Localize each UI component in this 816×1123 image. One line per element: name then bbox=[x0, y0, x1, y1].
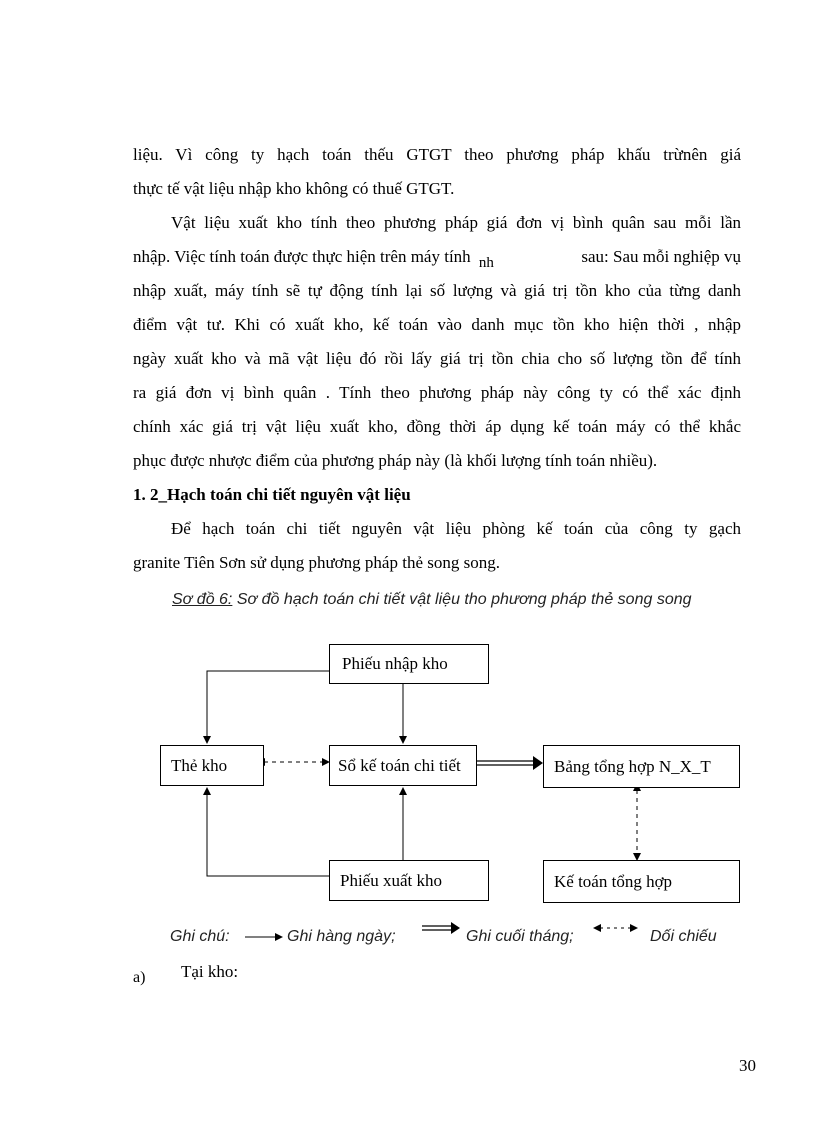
legend-double-head bbox=[451, 922, 460, 934]
paragraph-2-line-1: Vật liệu xuất kho tính theo phương pháp giá đơn vị bình quân sau mỗi lần bbox=[171, 213, 741, 232]
legend-reconcile: Dối chiếu bbox=[650, 928, 717, 945]
paragraph-1-line-2: thực tế vật liệu nhập kho không có thuế GTGT. bbox=[133, 179, 455, 198]
page-number: 30 bbox=[739, 1056, 756, 1075]
paragraph-2-subscript: nh bbox=[478, 255, 494, 271]
box-phieu-xuat-kho bbox=[329, 860, 489, 901]
box-bang-tong-hop bbox=[543, 745, 740, 788]
arrow-nhap-to-the-kho bbox=[207, 671, 329, 743]
box-bang-tong-hop-label: Bảng tổng hợp N_X_T bbox=[554, 756, 711, 776]
paragraph-2-line-3: nhập xuất, máy tính sẽ tự động tính lại số lượng và giá trị tồn kho của từng danh bbox=[133, 281, 741, 300]
paragraph-2-line-6: ra giá đơn vị bình quân . Tính theo phương pháp này công ty có thể xác định bbox=[133, 383, 741, 402]
box-the-kho bbox=[160, 745, 264, 786]
paragraph-2-line-8: phục được nhược điểm của phương pháp này (là khối lượng tính toán nhiều). bbox=[133, 451, 658, 470]
subsection-title: Tại kho: bbox=[181, 962, 239, 981]
diagram-caption-text: Sơ đồ hạch toán chi tiết vật liệu tho phương pháp thẻ song song bbox=[232, 591, 692, 608]
box-phieu-nhap-kho bbox=[329, 644, 489, 684]
paragraph-2-line-5: ngày xuất kho và mã vật liệu đó rồi lấy giá trị tồn chia cho số lượng tồn để tính bbox=[133, 349, 741, 368]
double-arrow-head bbox=[533, 756, 543, 770]
paragraph-1-line-1: liệu. Vì công ty hạch toán thếu GTGT theo phương pháp khấu trừnên giá bbox=[133, 145, 741, 164]
diagram-caption-label: Sơ đồ 6: bbox=[172, 591, 233, 608]
legend-month-end: Ghi cuối tháng; bbox=[466, 928, 574, 945]
legend-daily: Ghi hàng ngày; bbox=[287, 928, 396, 945]
paragraph-2-line-2-part-2: sau: Sau mỗi nghiệp vụ bbox=[581, 247, 741, 266]
arrow-xuat-to-the-kho bbox=[207, 788, 329, 876]
box-ke-toan-tong-hop-label: Kế toán tổng hợp bbox=[554, 871, 673, 891]
box-phieu-nhap-kho-label: Phiếu nhập kho bbox=[342, 654, 448, 673]
box-the-kho-label: Thẻ kho bbox=[171, 755, 228, 775]
paragraph-3-line-2: granite Tiên Sơn sử dụng phương pháp thẻ song song. bbox=[133, 553, 500, 572]
paragraph-2-line-2-part-1: nhập. Việc tính toán được thực hiện trên máy tính bbox=[133, 247, 471, 266]
paragraph-2-line-7: chính xác giá trị vật liệu xuất kho, đồng thời áp dụng kế toán máy có thể khắc bbox=[133, 417, 741, 436]
box-phieu-xuat-kho-label: Phiếu xuất kho bbox=[340, 870, 442, 890]
legend-label: Ghi chú: bbox=[170, 928, 230, 945]
box-so-ke-toan-chi-tiet bbox=[329, 745, 477, 786]
subsection-marker: a) bbox=[133, 969, 146, 986]
paragraph-3-line-1: Để hạch toán chi tiết nguyên vật liệu phòng kế toán của công ty gạch bbox=[171, 519, 741, 538]
section-heading: 1. 2_Hạch toán chi tiết nguyên vật liệu bbox=[133, 485, 411, 504]
box-ke-toan-tong-hop bbox=[543, 860, 740, 903]
paragraph-2-line-4: điểm vật tư. Khi có xuất kho, kế toán vào danh mục tồn kho hiện thời , nhập bbox=[133, 315, 741, 334]
box-so-ke-toan-chi-tiet-label: Sổ kế toán chi tiết bbox=[338, 755, 461, 775]
